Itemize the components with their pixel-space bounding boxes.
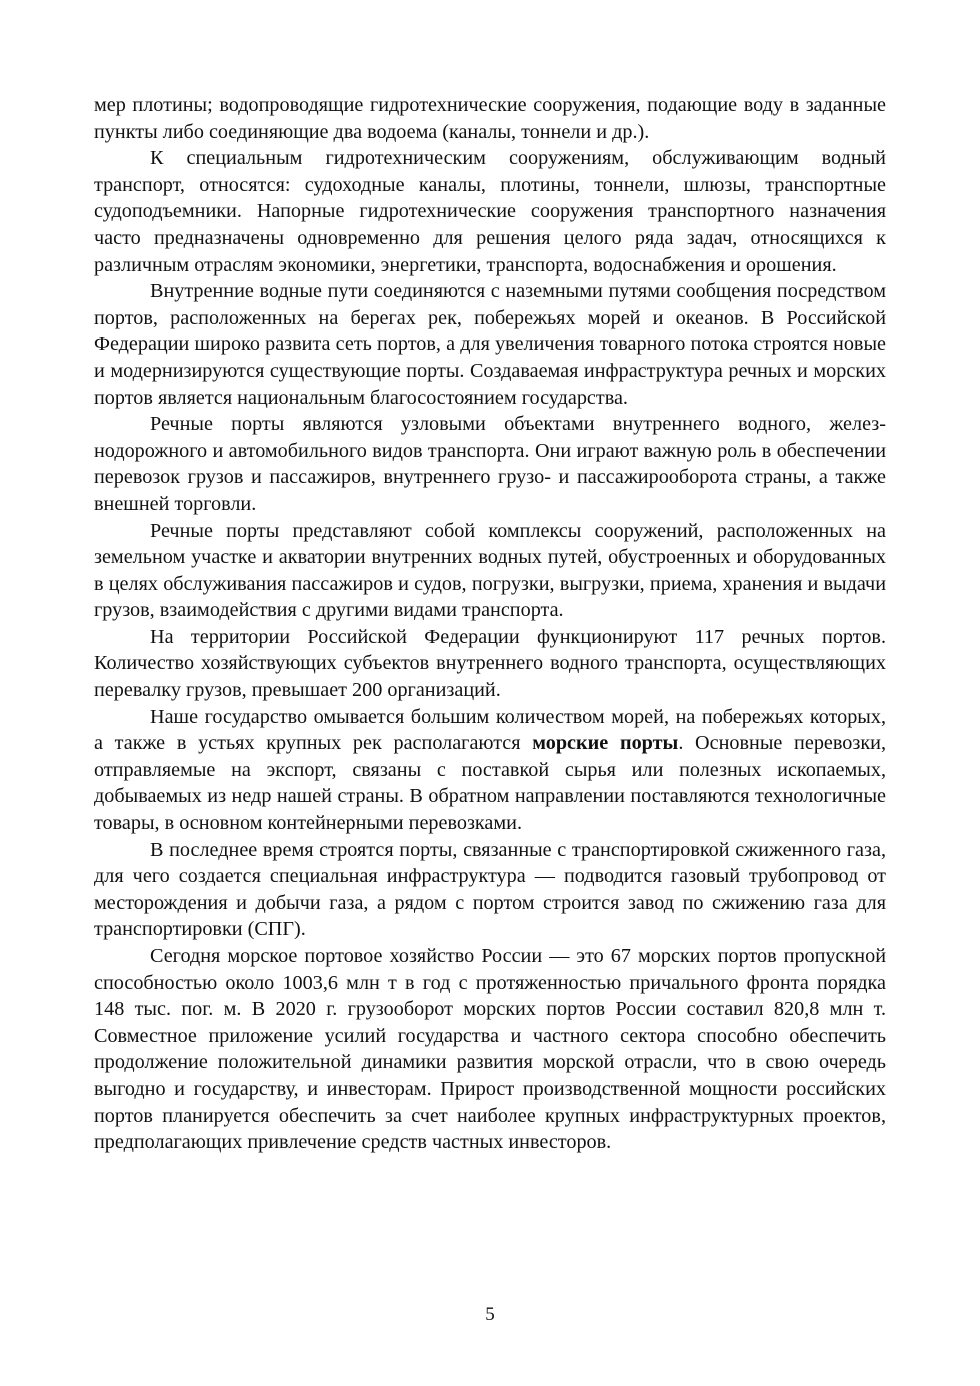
paragraph-8: В последнее время строятся порты, связанные с транспортировкой сжиженного газа, для чего создается специальная инфраструктура — подводится газовый трубопровод от месторождения и добычи газа, а рядом с портом строится завод по сжижению газа для транспортировки (СПГ). [94, 838, 886, 941]
paragraph-4: Речные порты являются узловыми объектами внутреннего водного, железнодорожного и автомобильного видов транспорта. Они играют важную роль в обеспечении перевозок грузов и пассажиров, внутреннего грузо- и пассажирооборота страны, а также внешней торговли. [94, 413, 886, 515]
paragraph-7-text-after: . Основные перевозки, отправляемые на экспорт, связаны с поставкой сырья или полезных ископаемых, добываемых из недр нашей страны. В обратном направлении поставляются технологичные товары, в основном контейнерными перевозками. [94, 732, 886, 835]
paragraph-7-text-before: Наше государство омывается большим количеством морей, на побережьях которых, а также в устьях крупных рек располагаются [94, 705, 886, 755]
paragraph-9: Сегодня морское портовое хозяйство России — это 67 морских портов пропускной способностью около 1003,6 млн т в год с протяженностью причального фронта порядка 148 тыс. пог. м. В 2020 г. грузооборот морских портов России составил 820,8 млн т. Совместное приложение усилий государства и частного сектора способно обеспечить продолжение положительной динамики развития морской отрасли, что в свою очередь выгодно и государству, и инвесторам. Прирост производственной мощности российских портов планируется обеспечить за счет наиболее крупных инфраструктурных проектов, предполагающих привлечение средств частных инвесторов. [94, 945, 886, 1154]
page-body [94, 92, 886, 1156]
paragraph-1-continuation: мер плотины; водопроводящие гидротехнические сооружения, подающие воду в заданные пункты либо соединяющие два водоема (каналы, тоннели и др.). [94, 94, 886, 143]
paragraph-7-bold-term: морские порты [532, 732, 679, 755]
paragraph-6: На территории Российской Федерации функционируют 117 речных портов. Количество хозяйствующих субъектов внутреннего водного транспорта, осуществляющих перевалку грузов, превышает 200 организаций. [94, 625, 886, 702]
page-number: 5 [485, 1304, 495, 1325]
paragraph-3: Внутренние водные пути соединяются с наземными путями сообщения посредством портов, расположенных на берегах рек, побережьях морей и океанов. В Российской Федерации широко развита сеть портов, а для увеличения товарного потока строятся новые и модернизируются существующие порты. Создаваемая инфраструктура речных и морских портов является национальным благосостоянием государства. [94, 280, 886, 409]
paragraph-7 [94, 704, 886, 837]
paragraph-5: Речные порты представляют собой комплексы сооружений, расположенных на земельном участке и акватории внутренних водных путей, обустроенных и оборудованных в целях обслуживания пассажиров и судов, погрузки, выгрузки, приема, хранения и выдачи грузов, взаимодействия с другими видами транспорта. [94, 519, 886, 622]
paragraph-2: К специальным гидротехническим сооружениям, обслуживающим водный транспорт, относятся: судоходные каналы, плотины, тоннели, шлюзы, транспортные судоподъемники. Напорные гидротехнические сооружения транспортного назначения часто предназначены одновременно для решения целого ряда задач, относящихся к различным отраслям экономики, энергетики, транспорта, водоснабжения и орошения. [94, 147, 886, 276]
